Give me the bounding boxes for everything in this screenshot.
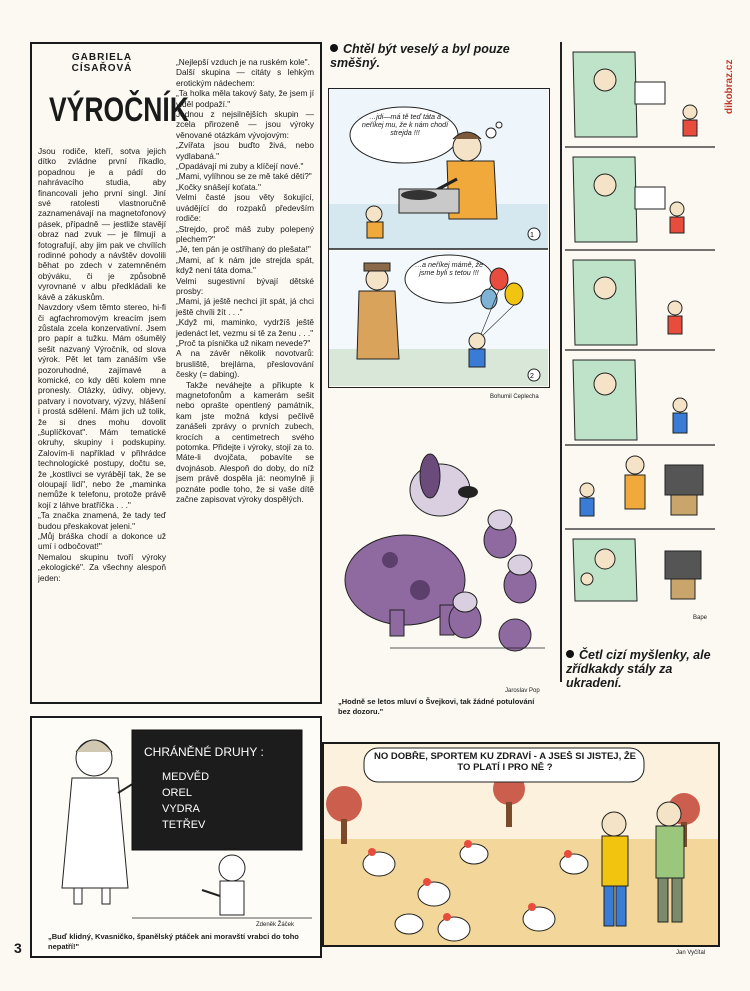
speech-bubble-2: …a neříkej mámě, že jsme byli s tetou !!! [414,261,484,277]
article-quote: „Opadávají mi zuby a klíčejí nové." [176,161,304,172]
article-quote: „Mami, ať k nám jde strejda spát, když není táta doma." [176,254,314,276]
article-paragraph: Velmi časté jsou věty šokující, uvádějící do rozpaků především rodiče: [176,192,314,224]
article-quote: „Jé, ten pán je ostříhaný do plešata!" [176,244,311,255]
article-paragraph: Takže neváhejte a přikupte k magnetofonům a kamerám sešit nebo oprašte opentlený památník, kam jste možná kdysi pečlivě zanášeli zprávy o prvních zubech, krocích a centimetrech svého potomka. Přidejte i výroky, stojí za to. Máte-li dvojčata, pobavíte se dvojnásob. Alespoň do doby, do níž jsem právě dospěla já: neomylně ji poznáte podle toho, že si vaše dítě začne zapisovat výroky dospělých. [176,379,314,505]
cartoon-ceplecha [328,88,550,388]
cartoon-chickens-drawing [324,744,718,945]
credit-bape: Bape [693,615,708,621]
article-paragraph: Jsou rodiče, kteří, sotva jejich dítko zvládne první říkadlo, popadnou je a pádí do nahrávacího studia, aby financovali jeho první singl. Jiní své ratolesti vlastnoručně zaznamenávají na magnetofonový pásek, případně — jestliže stavějí obraz nad zvuk — je filmují a fotografují, aby jim pak ve chvílích rodinné pohody a návštěv dovolili běhat po zdech v zatemněném obýváku, či je způsobně vyrovnané v albu předkládali ke kávě a zákuskům. [38,146,166,302]
credit-zacek: Zdeněk Žáček [256,922,295,928]
board-item: TETŘEV [162,819,206,831]
article-quote: „Když mi, maminko, vydržíš ještě jedenáct let, vezmu si tě za ženu . . ." [176,317,314,338]
cartoon-strip-bape [565,42,715,607]
page-number: 3 [14,940,22,956]
article-quote: „Zvířata jsou buďto živá, nebo vydlabaná." [176,140,314,161]
article-quote: „Nejlepší vzduch je na ruském kole". [176,57,310,67]
section-heading-text: Četl cizí myšlenky, ale zřídkakdy stály za ukradení. [566,648,711,690]
article-author: GABRIELA CÍSAŘOVÁ [71,52,133,74]
article-paragraph: Jednou z nejsilnějších skupin — zcela přirozeně — jsou výroky věnované otázkám vývojovým: [176,109,314,140]
article-quote: „Mami, vylíhnou se ze mě také děti?" [176,171,312,182]
cartoon-dogs [330,420,555,675]
panel-number-1: 1 [530,232,534,239]
vertical-divider [560,42,562,682]
article-paragraph: Velmi sugestivní bývají dětské prosby: [176,275,314,296]
article-quote: „Mami, já ještě nechci jít spát, já chci ještě chvíli žít . . ." [176,296,314,317]
speech-bubble-1: …jdi—má tě teď táta a neříkej mu, že k nám chodí strejda !!! [361,113,449,137]
speech-bubble-chickens: NO DOBŘE, SPORTEM KU ZDRAVÍ - A JSEŠ SI JISTEJ, ŽE TO PLATÍ I PRO NĚ ? [374,751,636,773]
article-paragraph: Nemalou skupinu tvoří výroky „ekologické". Za všechny alespoň jeden: [38,551,166,583]
cartoon-ceplecha-drawing [329,89,548,386]
board-title: CHRÁNĚNÉ DRUHY : [144,745,264,759]
bullet-icon [566,650,574,658]
article-quote: „Kočky snášejí koťata." [176,181,261,192]
article-quote: „Ta holka měla takový šaty, že jsem jí viděl podpaží." [176,88,314,109]
credit-ceplecha: Bohumil Ceplecha [490,394,539,400]
board-item: OREL [162,787,192,799]
article-title: VÝROČNÍK [48,91,189,129]
watermark: dikobraz.cz [724,59,735,114]
bullet-icon [330,44,338,52]
cartoon-strip-drawing [565,42,715,607]
article-paragraph: A na závěr několik novotvarů: brusliště, brejlárna, přeslovování česky (= dabing). [176,348,314,380]
board-item: VYDRA [162,803,200,815]
cartoon-chickens [322,742,720,947]
strip-panel-1 [565,52,715,147]
article-quote: „Strejdo, proč máš zuby polepený plechem?" [176,223,314,244]
credit-vycital: Jan Vyčítal [676,950,706,956]
article-column-2 [176,57,314,504]
section-heading-top [330,42,560,70]
cartoon-school-drawing [32,718,320,956]
cartoon-dogs-drawing [330,420,555,675]
article-quote: „Můj bráška chodí a dokonce už umí i odbočovat!" [38,531,166,552]
section-heading-bottom [566,648,716,690]
article-column-1 [38,146,166,583]
board-item: MEDVĚD [162,771,210,783]
caption-dogs: „Hodně se letos mluví o Švejkovi, tak žádné potulování bez dozoru." [338,697,535,716]
credit-pop: Jaroslav Pop [505,688,540,694]
article-quote: „Ta značka znamená, že tady teď budou přeskakovat jeleni." [38,510,166,531]
section-heading-text: Chtěl být veselý a byl pouze směšný. [330,42,510,70]
article-quote: „Proč ta písnička už nikam nevede?" [176,337,311,348]
panel-number-2: 2 [530,373,534,380]
article-paragraph: Další skupina — citáty s lehkým erotickým nádechem: [176,67,314,88]
article-paragraph: Navzdory všem těmto stereo, hi-fi či agfachromovým kreacím jsem zůstala zcela konzervativní. Jsem pro papír a tužku. Mám ošumělý sešit nazvaný Výročník, od slova výrok. Pět let tam zanáším vše pozoruhodné, zajímavé a komické, co kdy děti kolem mne pronesly. Otázky, údivy, objevy, patvary i novotvary, výzvy, hlášení i prostá sdělení. Mám jich už tolik, že si dnes mohu dovolit „šuplíčkovat". Mám tematické okruhy, skupiny i podskupiny. Zalovím-li například v přihrádce technologické postupy, dočtu se, že „kostlivci se vyrábějí tak, že se oloupají lidi", nebo že „maminka nemůže k telefonu, protože právě kojí z láhve bratříčka . . ." [38,302,166,510]
caption-school: „Buď klidný, Kvasničko, španělský ptáček ani moravští vrabci do toho nepatří!" [48,932,299,951]
